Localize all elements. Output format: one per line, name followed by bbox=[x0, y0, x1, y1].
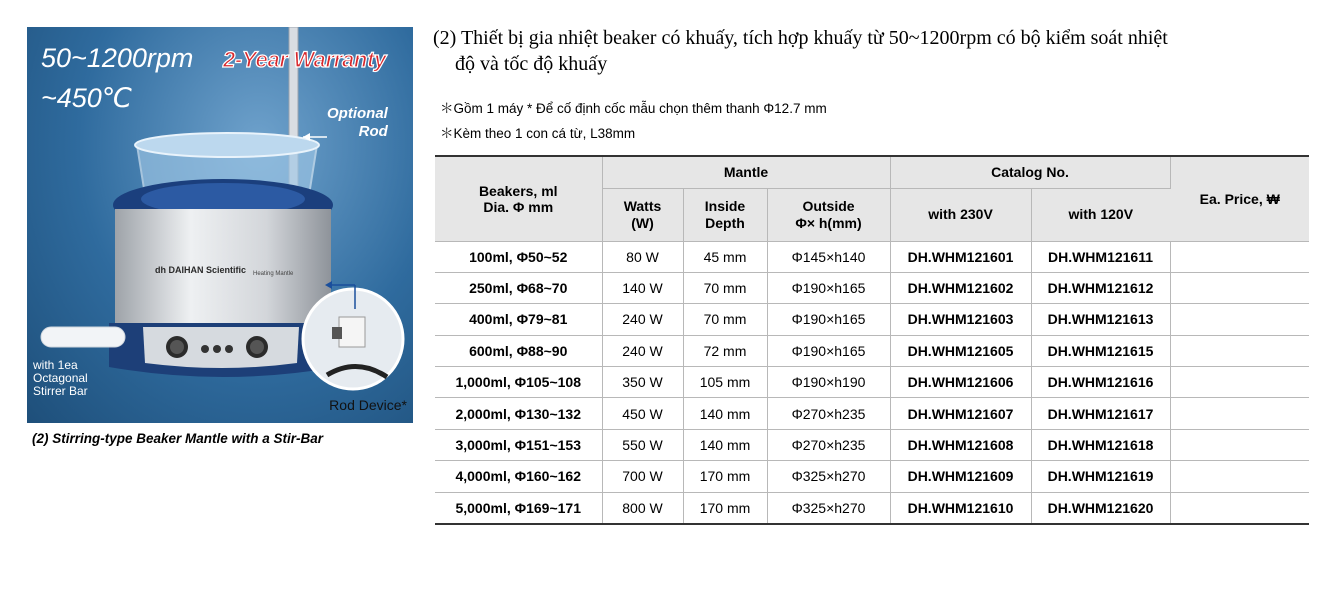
cell-depth: 45 mm bbox=[683, 241, 767, 272]
cell-watts: 550 W bbox=[602, 429, 683, 460]
cell-beaker: 100ml, Φ50~52 bbox=[435, 241, 602, 272]
cell-catalog-120v: DH.WHM121615 bbox=[1031, 335, 1170, 366]
spec-table bbox=[435, 155, 1309, 525]
cell-price bbox=[1170, 461, 1309, 492]
col-header-price: Ea. Price, ₩ bbox=[1170, 156, 1309, 241]
cell-price bbox=[1170, 241, 1309, 272]
cell-catalog-120v: DH.WHM121611 bbox=[1031, 241, 1170, 272]
cell-watts: 140 W bbox=[602, 272, 683, 303]
cell-catalog-230v: DH.WHM121606 bbox=[890, 367, 1031, 398]
cell-price bbox=[1170, 272, 1309, 303]
cell-catalog-230v: DH.WHM121601 bbox=[890, 241, 1031, 272]
cell-catalog-230v: DH.WHM121602 bbox=[890, 272, 1031, 303]
cell-outside: Φ145×h140 bbox=[767, 241, 890, 272]
cell-beaker: 400ml, Φ79~81 bbox=[435, 304, 602, 335]
cell-catalog-230v: DH.WHM121610 bbox=[890, 492, 1031, 523]
cell-outside: Φ270×h235 bbox=[767, 398, 890, 429]
note-line: ＊Gồm 1 máy * Để cố định cốc mẫu chọn thêm thanh Φ12.7 mm bbox=[440, 101, 827, 116]
cell-depth: 170 mm bbox=[683, 461, 767, 492]
temperature-label: ~450℃ bbox=[41, 83, 133, 113]
col-header-beakers bbox=[435, 156, 602, 241]
cell-catalog-230v: DH.WHM121609 bbox=[890, 461, 1031, 492]
cell-outside: Φ190×h165 bbox=[767, 304, 890, 335]
cell-catalog-230v: DH.WHM121608 bbox=[890, 429, 1031, 460]
section-heading bbox=[433, 25, 1323, 77]
cell-beaker: 4,000ml, Φ160~162 bbox=[435, 461, 602, 492]
table-row bbox=[435, 429, 1309, 460]
cell-outside: Φ270×h235 bbox=[767, 429, 890, 460]
cell-price bbox=[1170, 335, 1309, 366]
col-header-catalog: Catalog No. bbox=[890, 156, 1170, 188]
table-header-row bbox=[435, 156, 1309, 188]
product-photo bbox=[27, 27, 413, 423]
cell-catalog-230v: DH.WHM121607 bbox=[890, 398, 1031, 429]
cell-beaker: 1,000ml, Φ105~108 bbox=[435, 367, 602, 398]
cell-depth: 72 mm bbox=[683, 335, 767, 366]
speed-range-label: 50~1200rpm bbox=[41, 43, 194, 73]
cell-price bbox=[1170, 492, 1309, 523]
cell-catalog-230v: DH.WHM121603 bbox=[890, 304, 1031, 335]
depth-header-line2: Depth bbox=[705, 214, 745, 231]
heading-line2: độ và tốc độ khuấy bbox=[455, 53, 608, 75]
table-row bbox=[435, 492, 1309, 523]
cell-outside: Φ190×h190 bbox=[767, 367, 890, 398]
cell-catalog-120v: DH.WHM121617 bbox=[1031, 398, 1170, 429]
cell-catalog-120v: DH.WHM121613 bbox=[1031, 304, 1170, 335]
depth-header-line1: Inside bbox=[704, 197, 746, 214]
cell-catalog-120v: DH.WHM121619 bbox=[1031, 461, 1170, 492]
cell-catalog-120v: DH.WHM121620 bbox=[1031, 492, 1170, 523]
optional-rod-line1: Optional bbox=[327, 105, 388, 122]
stirrer-bar-graphic bbox=[41, 327, 125, 347]
brand-logo: dh DAIHAN Scientific bbox=[155, 265, 247, 275]
photo-caption: (2) Stirring-type Beaker Mantle with a Stir-Bar bbox=[32, 431, 324, 446]
cell-beaker: 3,000ml, Φ151~153 bbox=[435, 429, 602, 460]
optional-rod-line2: Rod bbox=[358, 123, 388, 140]
cell-price bbox=[1170, 304, 1309, 335]
beakers-header-line2: Dia. Φ mm bbox=[483, 198, 554, 215]
note-line: ＊Kèm theo 1 con cá từ, L38mm bbox=[440, 126, 636, 141]
cell-catalog-120v: DH.WHM121612 bbox=[1031, 272, 1170, 303]
cell-outside: Φ325×h270 bbox=[767, 492, 890, 523]
col-header-120v: with 120V bbox=[1031, 188, 1170, 241]
cell-beaker: 600ml, Φ88~90 bbox=[435, 335, 602, 366]
col-header-watts bbox=[602, 188, 683, 241]
watts-header-line1: Watts bbox=[623, 197, 662, 214]
cell-price bbox=[1170, 429, 1309, 460]
outside-header-line1: Outside bbox=[802, 197, 855, 214]
beakers-header-line1: Beakers, ml bbox=[478, 182, 558, 199]
cell-watts: 240 W bbox=[602, 304, 683, 335]
cell-price bbox=[1170, 367, 1309, 398]
cell-catalog-120v: DH.WHM121618 bbox=[1031, 429, 1170, 460]
cell-depth: 170 mm bbox=[683, 492, 767, 523]
col-header-230v: with 230V bbox=[890, 188, 1031, 241]
cell-depth: 140 mm bbox=[683, 429, 767, 460]
table-row bbox=[435, 461, 1309, 492]
cell-outside: Φ325×h270 bbox=[767, 461, 890, 492]
col-header-outside bbox=[767, 188, 890, 241]
svg-text:Heating Mantle: Heating Mantle bbox=[253, 271, 294, 277]
cell-depth: 140 mm bbox=[683, 398, 767, 429]
outside-header-line2: Φ× h(mm) bbox=[795, 214, 862, 231]
warranty-badge: 2-Year Warranty bbox=[223, 47, 387, 72]
heading-line1: (2) Thiết bị gia nhiệt beaker có khuấy, tích hợp khuấy từ 50~1200rpm có bộ kiểm soát nhiệt bbox=[433, 27, 1168, 49]
table-row bbox=[435, 241, 1309, 272]
optional-rod-label bbox=[327, 105, 388, 141]
cell-catalog-120v: DH.WHM121616 bbox=[1031, 367, 1170, 398]
table-row bbox=[435, 367, 1309, 398]
col-header-mantle: Mantle bbox=[602, 156, 890, 188]
table-row bbox=[435, 272, 1309, 303]
rod-device-label: Rod Device* bbox=[329, 397, 407, 413]
cell-beaker: 2,000ml, Φ130~132 bbox=[435, 398, 602, 429]
cell-outside: Φ190×h165 bbox=[767, 335, 890, 366]
cell-outside: Φ190×h165 bbox=[767, 272, 890, 303]
stirrer-bar-label bbox=[33, 359, 88, 398]
stirrer-line1: with 1ea bbox=[33, 358, 78, 372]
cell-watts: 350 W bbox=[602, 367, 683, 398]
table-row bbox=[435, 304, 1309, 335]
cell-watts: 240 W bbox=[602, 335, 683, 366]
col-header-depth bbox=[683, 188, 767, 241]
cell-watts: 800 W bbox=[602, 492, 683, 523]
cell-depth: 70 mm bbox=[683, 304, 767, 335]
cell-depth: 70 mm bbox=[683, 272, 767, 303]
table-row bbox=[435, 335, 1309, 366]
cell-watts: 450 W bbox=[602, 398, 683, 429]
cell-beaker: 5,000ml, Φ169~171 bbox=[435, 492, 602, 523]
stirrer-line3: Stirrer Bar bbox=[33, 384, 88, 398]
stirrer-line2: Octagonal bbox=[33, 371, 88, 385]
cell-catalog-230v: DH.WHM121605 bbox=[890, 335, 1031, 366]
cell-price bbox=[1170, 398, 1309, 429]
cell-watts: 700 W bbox=[602, 461, 683, 492]
table-row bbox=[435, 398, 1309, 429]
cell-beaker: 250ml, Φ68~70 bbox=[435, 272, 602, 303]
cell-watts: 80 W bbox=[602, 241, 683, 272]
cell-depth: 105 mm bbox=[683, 367, 767, 398]
watts-header-line2: (W) bbox=[631, 214, 654, 231]
